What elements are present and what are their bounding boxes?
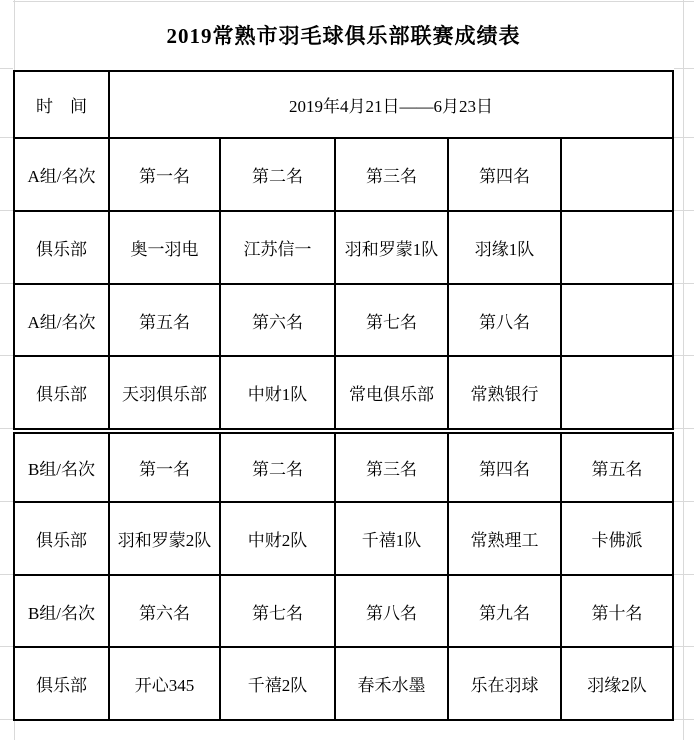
club-cell-empty — [562, 212, 672, 285]
club-cell: 羽缘2队 — [587, 676, 647, 695]
rank-cell-empty — [562, 139, 672, 212]
gridline — [0, 210, 13, 211]
rank-cell: 第六名 — [110, 576, 221, 648]
rank-cell-empty — [562, 285, 672, 357]
gridline — [0, 501, 13, 502]
rank-cell: 第五名 — [110, 285, 221, 357]
row-header-group-b-rank: B组/名次 — [15, 434, 110, 503]
club-cell: 羽缘1队 — [449, 212, 562, 285]
gridline — [674, 137, 694, 138]
row-header-club: 俱乐部 — [15, 648, 110, 719]
gridline — [674, 574, 694, 575]
gridline — [0, 137, 13, 138]
row-header-group-a-rank: A组/名次 — [15, 139, 110, 212]
rank-cell: 第一名 — [110, 139, 221, 212]
row-header-time: 时 间 — [15, 72, 110, 139]
gridline — [0, 68, 13, 69]
rank-cell: 第三名 — [336, 434, 449, 503]
gridline — [674, 428, 694, 429]
gridline — [0, 355, 13, 356]
rank-cell: 第七名 — [221, 576, 336, 648]
gridline — [674, 501, 694, 502]
gridline — [674, 646, 694, 647]
row-header-group-a-rank: A组/名次 — [15, 285, 110, 357]
rank-cell: 第二名 — [221, 139, 336, 212]
gridline — [674, 719, 694, 720]
rank-cell: 第六名 — [221, 285, 336, 357]
rank-cell: 第八名 — [449, 285, 562, 357]
club-cell-empty — [562, 357, 672, 428]
gridline — [0, 719, 13, 720]
gridline — [0, 428, 13, 429]
row-header-club: 俱乐部 — [15, 503, 110, 576]
page-title: 2019常熟市羽毛球俱乐部联赛成绩表 — [166, 24, 521, 48]
club-cell: 千禧1队 — [336, 503, 449, 576]
gridline — [674, 283, 694, 284]
time-value: 2019年4月21日——6月23日 — [110, 72, 672, 139]
gridline — [0, 574, 13, 575]
gridline — [0, 646, 13, 647]
rank-cell: 第五名 — [562, 434, 672, 503]
rank-cell: 第三名 — [336, 139, 449, 212]
gridline — [683, 0, 684, 740]
rank-cell: 第二名 — [221, 434, 336, 503]
rank-cell: 第八名 — [336, 576, 449, 648]
club-cell: 羽和罗蒙1队 — [336, 212, 449, 285]
gridline — [14, 721, 15, 740]
row-header-group-b-rank: B组/名次 — [15, 576, 110, 648]
rank-cell: 第十名 — [562, 576, 672, 648]
club-cell: 千禧2队 — [221, 648, 336, 719]
row-header-club: 俱乐部 — [15, 357, 110, 428]
club-cell: 春禾水墨 — [336, 648, 449, 719]
club-cell: 常熟理工 — [449, 503, 562, 576]
results-table-group-b — [13, 432, 674, 721]
club-cell: 天羽俱乐部 — [110, 357, 221, 428]
gridline — [674, 68, 694, 69]
rank-cell: 第四名 — [449, 434, 562, 503]
club-cell: 江苏信一 — [221, 212, 336, 285]
rank-cell: 第一名 — [110, 434, 221, 503]
gridline — [0, 283, 13, 284]
row-header-club: 俱乐部 — [15, 212, 110, 285]
club-cell: 奥一羽电 — [110, 212, 221, 285]
club-cell: 卡佛派 — [562, 503, 672, 576]
club-cell: 常熟银行 — [449, 357, 562, 428]
club-cell: 中财1队 — [221, 357, 336, 428]
rank-cell: 第九名 — [449, 576, 562, 648]
club-cell: 常电俱乐部 — [336, 357, 449, 428]
club-cell: 中财2队 — [221, 503, 336, 576]
rank-cell: 第四名 — [449, 139, 562, 212]
club-cell: 开心345 — [110, 648, 221, 719]
club-cell: 羽和罗蒙2队 — [110, 503, 221, 576]
club-cell: 乐在羽球 — [449, 648, 562, 719]
rank-cell: 第七名 — [336, 285, 449, 357]
gridline — [674, 210, 694, 211]
results-table-group-a — [13, 70, 674, 430]
gridline — [674, 355, 694, 356]
